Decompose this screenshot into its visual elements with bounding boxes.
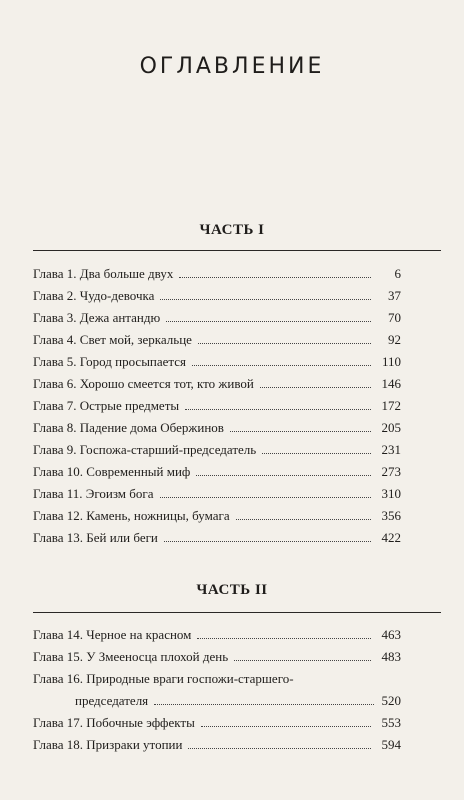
leader-dots	[160, 299, 371, 300]
leader-dots	[154, 704, 373, 705]
part-heading-1: ЧАСТЬ I	[199, 222, 265, 238]
toc-entry[interactable]: Глава 15. У Змееносца плохой день 483	[33, 649, 401, 664]
page-number: 172	[381, 398, 401, 413]
page-number: 553	[381, 715, 401, 730]
page-number: 594	[381, 737, 401, 752]
toc-entry[interactable]: Глава 10. Современный миф 273	[33, 464, 401, 479]
toc-entry[interactable]: Глава 12. Камень, ножницы, бумага 356	[33, 508, 401, 523]
toc-entry[interactable]: Глава 5. Город просыпается 110	[33, 354, 401, 369]
page-number: 310	[381, 486, 401, 501]
toc-entry[interactable]: Глава 9. Госпожа-старший-председатель 231	[33, 442, 401, 457]
page-title: ОГЛАВЛЕНИЕ	[139, 54, 325, 79]
leader-dots	[234, 660, 371, 661]
toc-entry[interactable]: Глава 2. Чудо-девочка 37	[33, 288, 401, 303]
page-number: 463	[381, 627, 401, 642]
page-number: 110	[381, 354, 401, 369]
divider	[33, 250, 441, 251]
leader-dots	[230, 431, 371, 432]
toc-entry[interactable]: Глава 4. Свет мой, зеркальце 92	[33, 332, 401, 347]
leader-dots	[185, 409, 371, 410]
toc-entry[interactable]	[33, 665, 401, 709]
leader-dots	[179, 277, 371, 278]
leader-dots	[188, 748, 371, 749]
toc-list-part-1	[33, 260, 401, 546]
toc-entry[interactable]: Глава 14. Черное на красном 463	[33, 627, 401, 642]
leader-dots	[198, 343, 371, 344]
page-number: 70	[388, 310, 401, 325]
page-number: 422	[381, 530, 401, 545]
page-number: 520	[381, 693, 401, 708]
leader-dots	[160, 497, 372, 498]
page-number: 273	[381, 464, 401, 479]
page-number: 37	[388, 288, 401, 303]
page-number: 205	[381, 420, 401, 435]
toc-entry[interactable]: Глава 13. Бей или беги 422	[33, 530, 401, 545]
toc-entry[interactable]: Глава 6. Хорошо смеется тот, кто живой 146	[33, 376, 401, 391]
toc-entry[interactable]: Глава 8. Падение дома Обержинов 205	[33, 420, 401, 435]
leader-dots	[196, 475, 371, 476]
divider	[33, 612, 441, 613]
page-number: 231	[381, 442, 401, 457]
page-number: 146	[381, 376, 401, 391]
leader-dots	[192, 365, 371, 366]
leader-dots	[197, 638, 371, 639]
leader-dots	[236, 519, 371, 520]
leader-dots	[164, 541, 371, 542]
toc-entry[interactable]: Глава 11. Эгоизм бога 310	[33, 486, 401, 501]
page-number: 356	[381, 508, 401, 523]
part-heading-2: ЧАСТЬ II	[196, 582, 268, 598]
toc-list-part-2	[33, 621, 401, 753]
leader-dots	[201, 726, 371, 727]
leader-dots	[262, 453, 371, 454]
page-number: 92	[388, 332, 401, 347]
leader-dots	[260, 387, 371, 388]
page-number: 6	[394, 266, 401, 281]
toc-entry[interactable]: Глава 17. Побочные эффекты 553	[33, 715, 401, 730]
leader-dots	[166, 321, 371, 322]
toc-entry[interactable]: Глава 7. Острые предметы 172	[33, 398, 401, 413]
entry-label: Глава 16. Природные враги госпожи-старшего-	[33, 671, 294, 686]
toc-entry[interactable]: Глава 1. Два больше двух 6	[33, 266, 401, 281]
toc-entry[interactable]: Глава 3. Дежа антандю 70	[33, 310, 401, 325]
toc-entry[interactable]: Глава 18. Призраки утопии 594	[33, 737, 401, 752]
entry-label-continued: председателя	[75, 693, 149, 708]
page-number: 483	[381, 649, 401, 664]
